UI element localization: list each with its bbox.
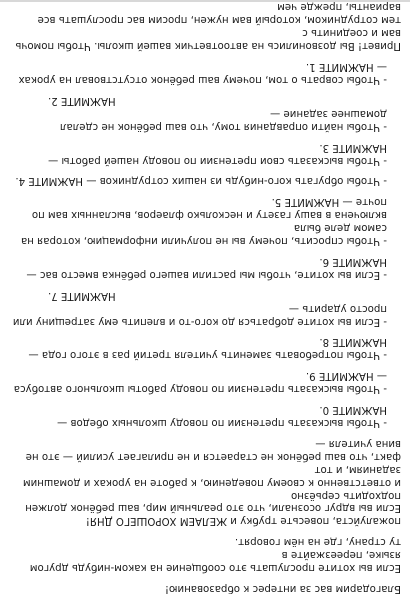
thanks-line: Благодарим вас за интерес к образованию!	[164, 583, 401, 594]
option-7-press: НАЖМИТЕ 7.	[48, 289, 116, 301]
option-2: - Чтобы найти оправдания тому, что ваш ребёнок не сделал домашнее задание —	[60, 107, 387, 132]
option-3: - Чтобы высказать свои претензии по поводу нашей работы — НАЖМИТЕ 3.	[48, 141, 387, 166]
option-7: - Если вы хотите добраться до кого-то и влепить ему затрещину или просто ударить —	[12, 302, 387, 327]
option-0: - Чтобы высказать претензии по поводу школьных обедов — НАЖМИТЕ 0.	[57, 404, 387, 429]
option-2-press: НАЖМИТЕ 2.	[48, 94, 116, 106]
option-5: - Чтобы спросить, почему вы не получили информацию, которая на самом деле была включена в вашу газету и несколько флаеров, высланных вам по почте — НАЖМИТЕ 5.	[20, 196, 387, 247]
greeting-paragraph: Привет! Вы дозвонились на автоответчик вашей школы. Чтобы помочь вам и соединить с тем сотрудником, который вам нужен, просим вас прослушать все варианты, прежде чем	[15, 1, 401, 52]
option-9: - Чтобы высказать претензии по поводу работы школьного автобуса — НАЖМИТЕ 9.	[13, 370, 387, 395]
responsibility-paragraph: Если вы вдруг осознали, что это реальный мир, ваш ребёнок должен подходить серьёзно и ответственно к своему поведению, к работе на уроках и домашним заданиям, и тот факт, что ваш ребёнок не старается и не прилагает усилий — это не вина учителя —	[22, 437, 401, 514]
option-1: - Чтобы соврать о том, почему ваш ребёнок отсутствовал на уроках — НАЖМИТЕ 1.	[18, 61, 387, 85]
option-4: - Чтобы обругать кого-нибудь из наших сотрудников — НАЖМИТЕ 4.	[15, 175, 387, 187]
other-language-paragraph: Если вы хотите прослушать это сообщение на каком-нибудь другом языке, переезжайте в ту страну, где на нём говорят.	[29, 536, 401, 574]
option-6: - Если вы хотите, чтобы мы растили вашего ребёнка вместо вас — НАЖМИТЕ 6.	[26, 255, 387, 280]
option-8: - Чтобы потребовать заменить учителя третий раз в этого года — НАЖМИТЕ 8.	[28, 336, 387, 361]
hang-up-line: пожалуйста, повесьте трубку и ЖЕЛАЕМ ХОРОШЕГО ДНЯ!	[85, 515, 401, 527]
